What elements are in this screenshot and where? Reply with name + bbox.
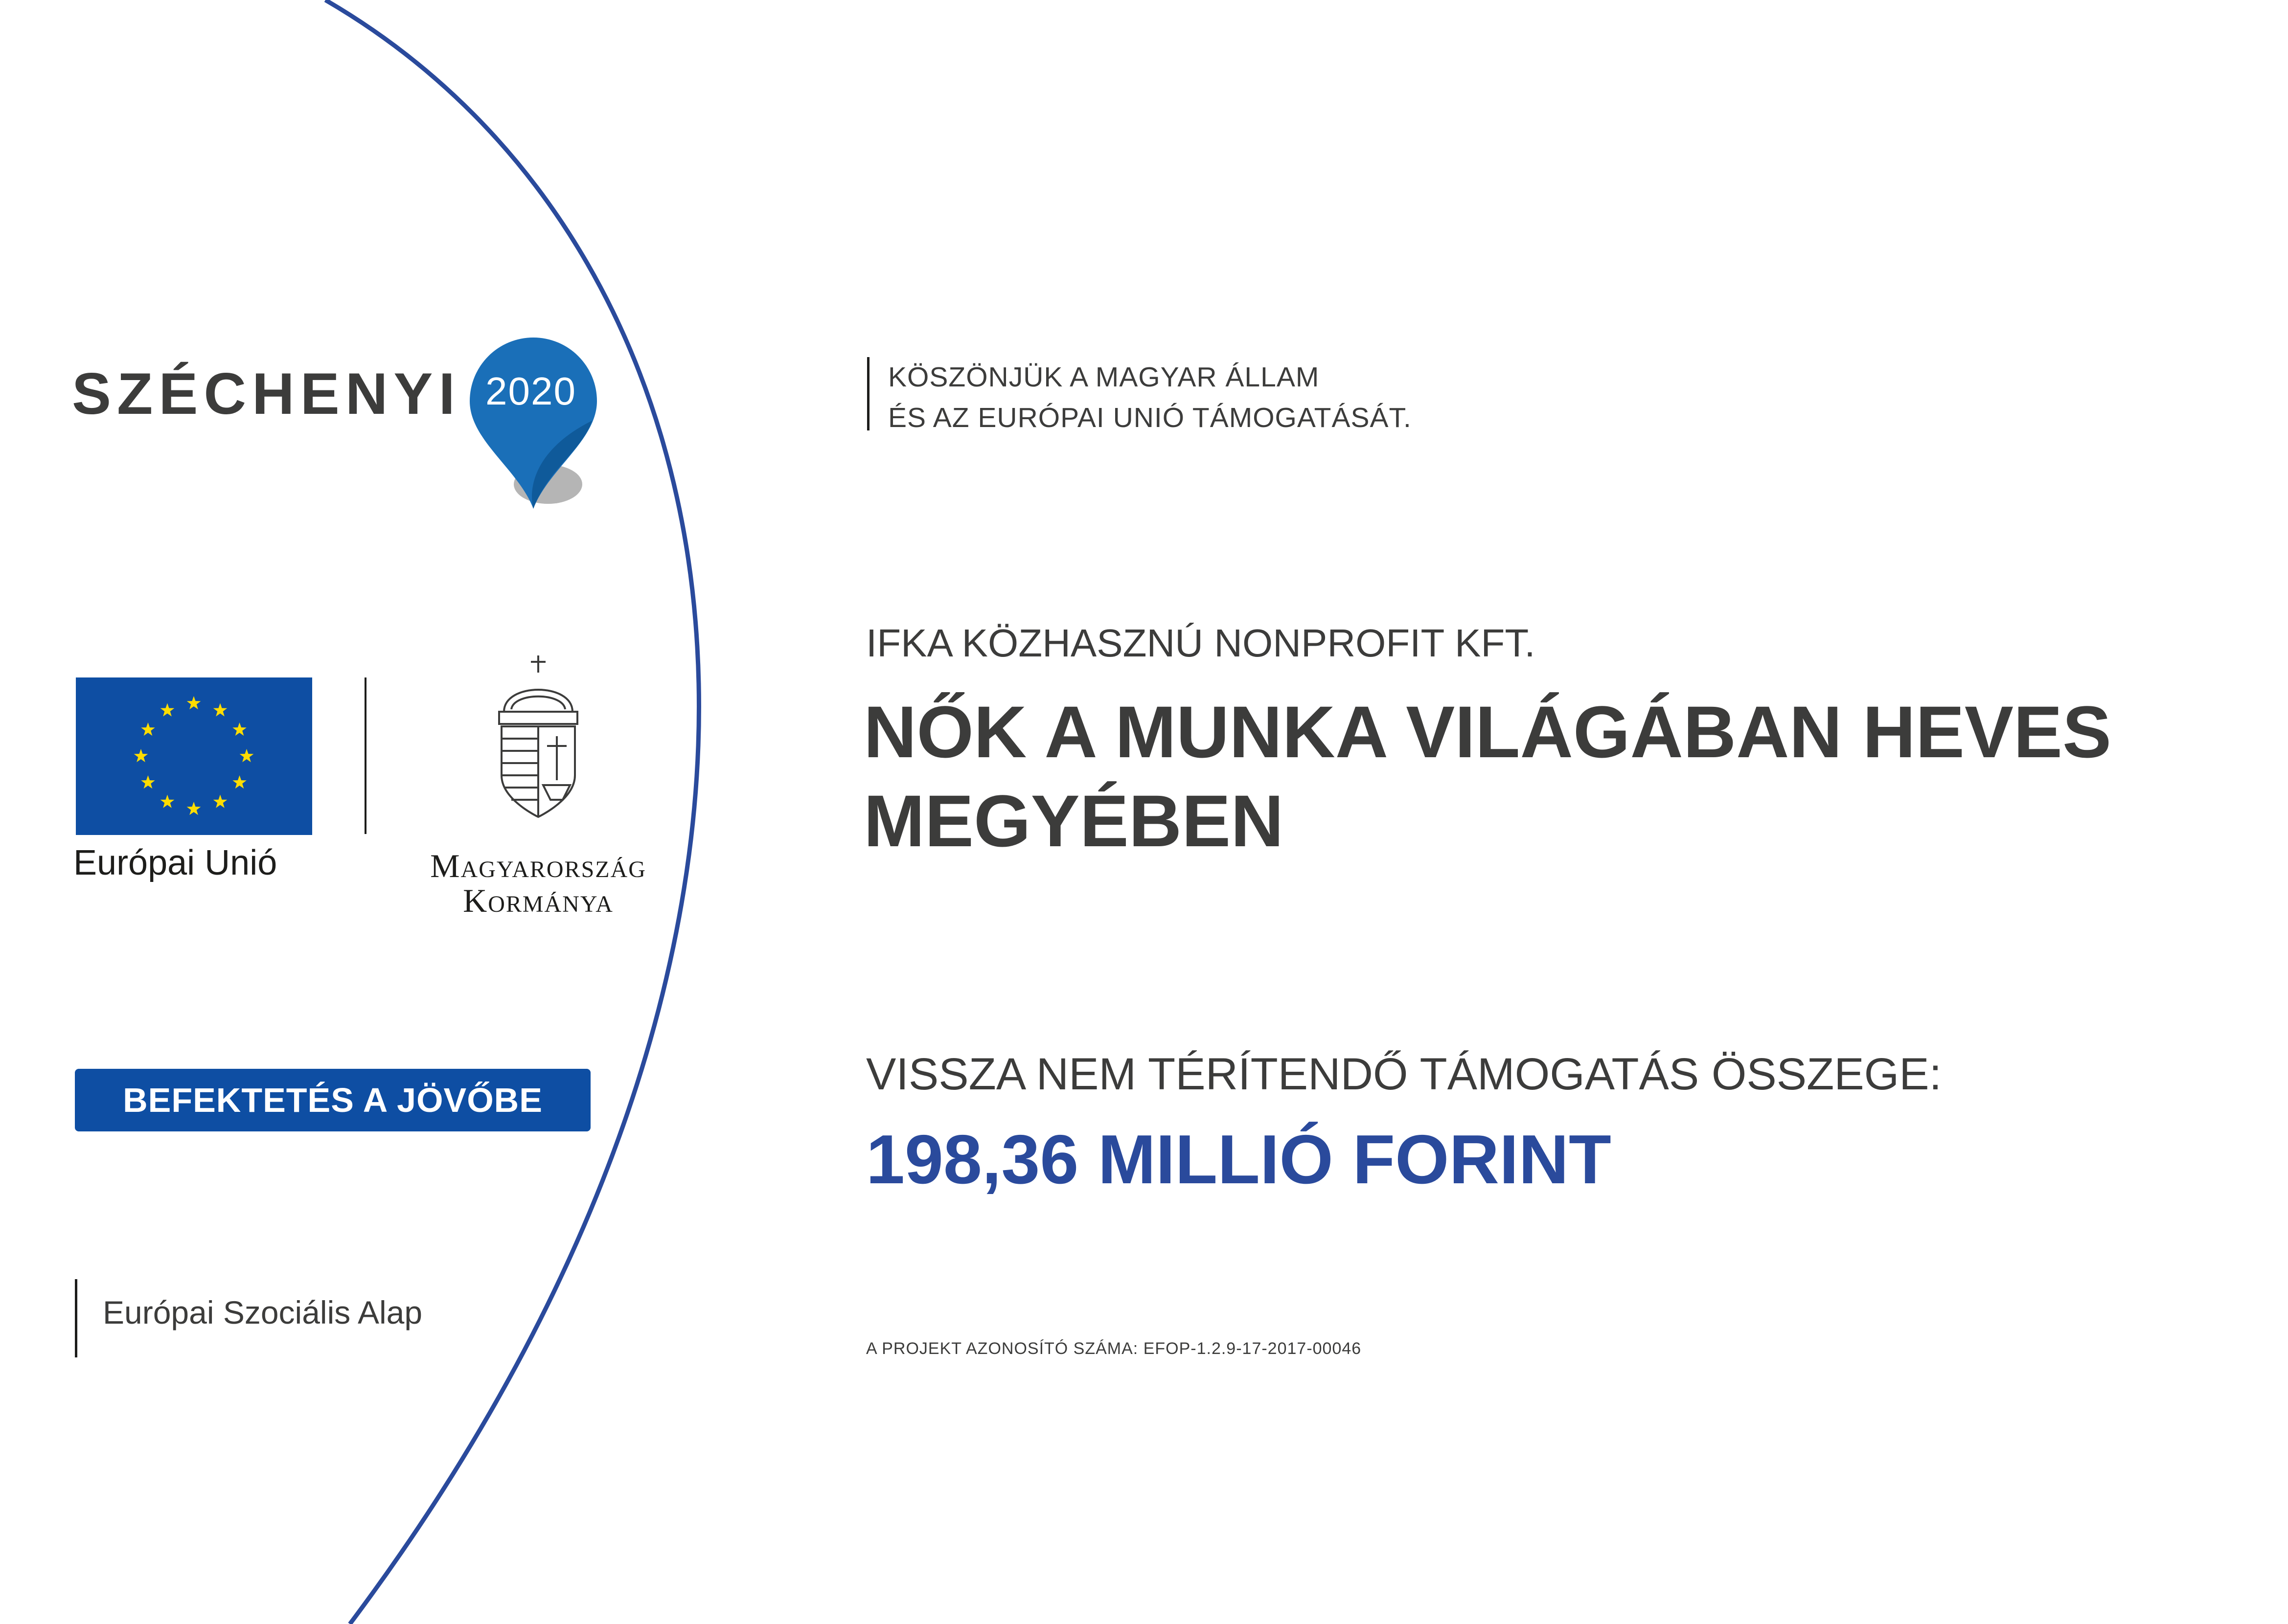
- project-id: A PROJEKT AZONOSÍTÓ SZÁMA: EFOP-1.2.9-17-2017-00046: [866, 1339, 1362, 1358]
- eu-star-icon: [187, 802, 201, 815]
- thanks-text: [888, 357, 1412, 438]
- eu-label: Európai Unió: [73, 843, 277, 882]
- thanks-divider: [867, 357, 869, 430]
- project-title-line1: NŐK A MUNKA VILÁGÁBAN HEVES: [864, 691, 2112, 773]
- invest-in-future-badge: BEFEKTETÉS A JÖVŐBE: [75, 1069, 591, 1131]
- gov-label-line2: Kormánya: [463, 882, 614, 920]
- eu-star-icon: [141, 722, 155, 736]
- eu-star-icon: [232, 722, 247, 736]
- eu-star-icon: [160, 795, 175, 808]
- support-amount: 198,36 MILLIÓ FORINT: [866, 1121, 1611, 1198]
- organization-name: IFKA KÖZHASZNÚ NONPROFIT KFT.: [866, 621, 1535, 665]
- project-title: [864, 687, 2234, 865]
- thanks-line2: ÉS AZ EURÓPAI UNIÓ TÁMOGATÁSÁT.: [888, 402, 1412, 433]
- szechenyi-logo-text: SZÉCHENYI: [72, 361, 461, 427]
- eu-flag: [76, 677, 312, 835]
- thanks-line1: KÖSZÖNJÜK A MAGYAR ÁLLAM: [888, 361, 1320, 393]
- esa-label: Európai Szociális Alap: [103, 1294, 423, 1331]
- eu-star-icon: [134, 749, 148, 762]
- hungarian-government-label: [391, 849, 685, 919]
- szechenyi-logo-year: 2020: [485, 369, 576, 413]
- eu-star-icon: [240, 749, 254, 762]
- eu-star-icon: [232, 775, 247, 789]
- eu-star-icon: [160, 703, 175, 717]
- gov-label-line1: Magyarország: [430, 847, 646, 884]
- eu-stars-icon: [76, 677, 312, 835]
- eu-star-icon: [213, 703, 228, 717]
- esa-divider: [75, 1279, 77, 1357]
- location-pin-icon: [460, 323, 607, 519]
- eu-star-icon: [141, 775, 155, 789]
- logo-divider: [365, 677, 366, 834]
- project-title-line2: MEGYÉBEN: [864, 780, 1284, 862]
- hungarian-coat-of-arms-icon: [489, 653, 587, 822]
- support-label: VISSZA NEM TÉRÍTENDŐ TÁMOGATÁS ÖSSZEGE:: [866, 1049, 1942, 1099]
- eu-star-icon: [213, 795, 228, 808]
- eu-star-icon: [187, 696, 201, 709]
